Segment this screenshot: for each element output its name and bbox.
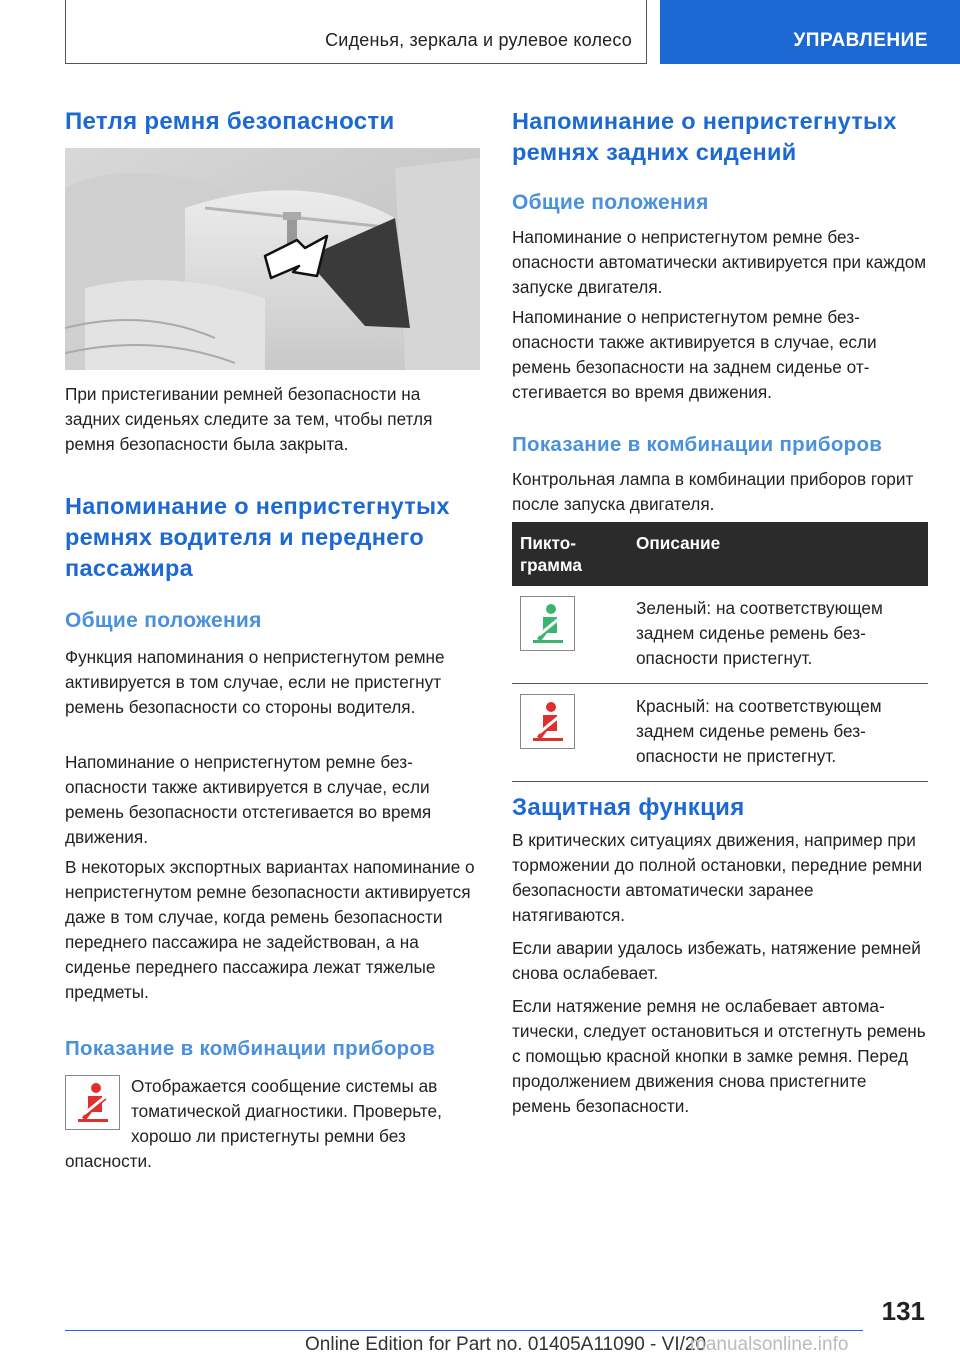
header-frame [65, 0, 647, 64]
table-header-row [512, 522, 928, 586]
display-text-line-4: опасности. [65, 1151, 152, 1171]
display-text-line-1: Отображается сообщение системы ав [131, 1076, 438, 1096]
protect-heading: Защитная функция [512, 794, 745, 821]
chapter-title: Сиденья, зеркала и рулевое колесо [325, 30, 632, 50]
general-paragraph-3: В некоторых экспортных вариантах напоминание о непристегнутом ремне безопасности активируется даже в том случае, когда ремень безопасности переднего пассажира не задействован, а на сиденье переднего пассажира лежат тяжелые предметы. [65, 857, 475, 1002]
loop-text: При пристегивании ремней безопасности на задних сиденьях следите за тем, чтобы петля ремня безопасности была закрыта. [65, 384, 433, 454]
seatbelt-red-icon [520, 694, 575, 749]
column-header-pictogram: Пиктограмма [512, 522, 628, 586]
pictogram-cell [512, 684, 628, 782]
rear-general-paragraph-2: Напоминание о непристегнутом ремне безопасности также активируется в случае, если ремень безопасности на заднем сиденье отстегивается во время движения. [512, 307, 877, 402]
protect-paragraph-3: Если натяжение ремня не ослабевает автоматически, следует остановиться и отстегнуть ремень с помощью красной кнопки в замке ремня. Перед продолжением движения снова пристегните ремень безопасности. [512, 996, 926, 1116]
table-row [512, 684, 928, 782]
page-number: 131 [881, 1296, 925, 1326]
pictogram-table [512, 522, 928, 782]
watermark: manualsonline.info [690, 1334, 849, 1355]
section-tab [660, 0, 960, 64]
seat-illustration [65, 148, 480, 370]
seatbelt-green-icon [520, 596, 575, 651]
description-cell: Зеленый: на соответствующем заднем сиденье ремень безопасности пристегнут. [628, 586, 928, 684]
rear-general-paragraph-1: Напоминание о непристегнутом ремне безопасности автоматически активируется при каждом запуске двигателя. [512, 227, 927, 297]
column-header-description: Описание [628, 522, 928, 586]
table-row [512, 586, 928, 684]
display-text-line-3: хорошо ли пристегнуты ремни без [131, 1126, 406, 1146]
edition-text: Online Edition for Part no. 01405A11090 - VI/20 [305, 1334, 707, 1355]
pictogram-cell [512, 586, 628, 684]
display-heading-right: Показание в комбинации приборов [512, 433, 883, 456]
display-text-line-2: томатической диагностики. Проверьте, [131, 1101, 442, 1121]
section-title: УПРАВЛЕНИЕ [793, 30, 928, 51]
protect-paragraph-2: Если аварии удалось избежать, натяжение ремней снова ослабевает. [512, 938, 921, 983]
rear-display-text: Контрольная лампа в комбинации приборов горит после запуска двигателя. [512, 469, 914, 514]
general-heading-left: Общие положения [65, 609, 262, 632]
protect-paragraph-1: В критических ситуациях движения, например при торможении до полной остановки, передние ремни безопасности автоматически заранее натягиваются. [512, 830, 923, 925]
front-reminder-heading: Напоминание о непристегнутых ремнях водителя и переднего пассажира [65, 493, 450, 581]
rear-reminder-heading: Напоминание о непристегнутых ремнях задних сидений [512, 108, 897, 165]
description-cell: Красный: на соответствующем заднем сиденье ремень безопасности не пристегнут. [628, 684, 928, 782]
seatbelt-loop-photo [65, 148, 480, 370]
seatbelt-warning-icon [65, 1075, 120, 1130]
display-heading-left: Показание в комбинации приборов [65, 1037, 436, 1060]
loop-heading: Петля ремня безопасности [65, 108, 395, 135]
general-heading-right: Общие положения [512, 191, 709, 214]
general-paragraph-1: Функция напоминания о непристегнутом ремне активируется в том случае, если не пристегнут ремень безопасности со стороны водителя. [65, 647, 445, 717]
general-paragraph-2: Напоминание о непристегнутом ремне безопасности также активируется в случае, если ремень безопасности отстегивается во время движения. [65, 752, 432, 847]
footer-divider [65, 1330, 863, 1331]
